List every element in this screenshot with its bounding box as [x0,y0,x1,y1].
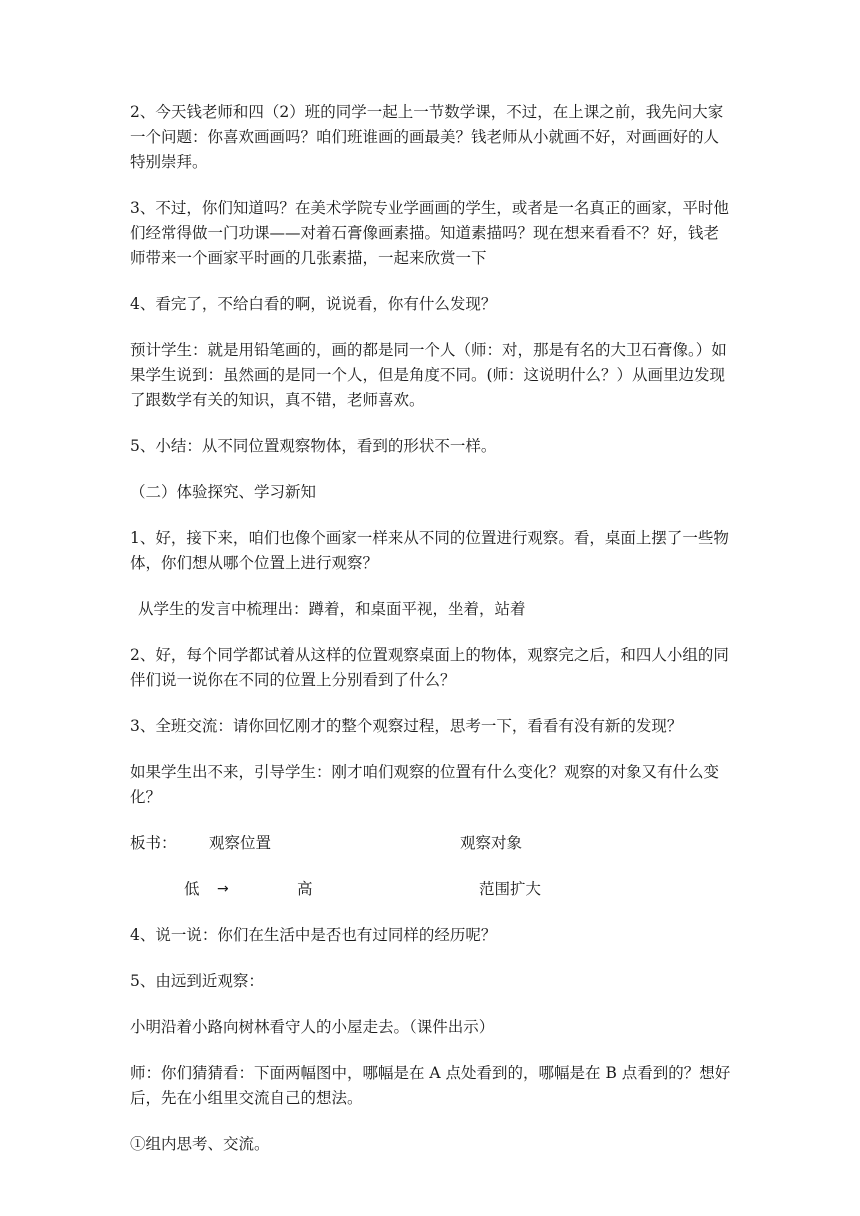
board-object-header: 观察对象 [460,834,523,852]
board-value-row [130,877,732,902]
paragraph-intro-question: 2、今天钱老师和四（2）班的同学一起上一节数学课，不过，在上课之前，我先问大家一个问题：你喜欢画画吗？咱们班谁画的画最美？钱老师从小就画不好，对画画好的人特别崇拜。 [130,103,724,171]
paragraph-student-positions: 从学生的发言中梳理出：蹲着，和桌面平视，坐着，站着 [138,600,526,618]
board-arrow-icon: → [217,881,229,897]
paragraph-sketch-intro: 3、不过，你们知道吗？在美术学院专业学画画的学生，或者是一名真正的画家，平时他们经常得做一门功课——对着石膏像画素描。知道素描吗？现在想来看看不？好，钱老师带来一个画家平时画的几张素描，一起来欣赏一下 [130,199,729,267]
board-header-row [130,831,732,856]
board-label: 板书： [130,834,177,852]
paragraph-summary: 5、小结：从不同位置观察物体，看到的形状不一样。 [130,437,497,455]
document-page [130,100,732,1178]
paragraph-teacher-guess: 师：你们猜猜看：下面两幅图中，哪幅是在 A 点处看到的，哪幅是在 B 点看到的？想好后，先在小组里交流自己的想法。 [130,1064,731,1107]
paragraph-life-experience: 4、说一说：你们在生活中是否也有过同样的经历呢？ [130,926,497,944]
paragraph-group-observe: 2、好，每个同学都试着从这样的位置观察桌面上的物体，观察完之后，和四人小组的同伴们说一说你在不同的位置上分别看到了什么？ [130,646,729,689]
paragraph-expected-answer: 预计学生：就是用铅笔画的，画的都是同一个人（师：对，那是有名的大卫石膏像。）如果学生说到：虽然画的是同一个人，但是角度不同。(师：这说明什么？）从画里边发现了跟数学有关的知识，真不错，老师喜欢。 [130,341,727,409]
section-heading-explore: （二）体验探究、学习新知 [130,483,317,501]
paragraph-class-exchange: 3、全班交流：请你回忆刚才的整个观察过程，思考一下，看看有没有新的发现？ [130,717,683,735]
board-high: 高 [297,880,313,898]
paragraph-guide-students: 如果学生出不来，引导学生：刚才咱们观察的位置有什么变化？观察的对象又有什么变化？ [130,763,720,806]
board-scope-expand: 范围扩大 [479,880,542,898]
paragraph-xiaoming: 小明沿着小路向树林看守人的小屋走去。（课件出示） [130,1018,495,1036]
board-low: 低 [184,880,200,898]
paragraph-discovery-question: 4、看完了，不给白看的啊，说说看，你有什么发现？ [130,295,497,313]
paragraph-far-to-near: 5、由远到近观察： [130,972,264,990]
paragraph-observe-positions: 1、好，接下来，咱们也像个画家一样来从不同的位置进行观察。看，桌面上摆了一些物体，你们想从哪个位置上进行观察？ [130,529,729,572]
board-position-header: 观察位置 [209,834,272,852]
paragraph-group-think: ①组内思考、交流。 [130,1135,270,1153]
